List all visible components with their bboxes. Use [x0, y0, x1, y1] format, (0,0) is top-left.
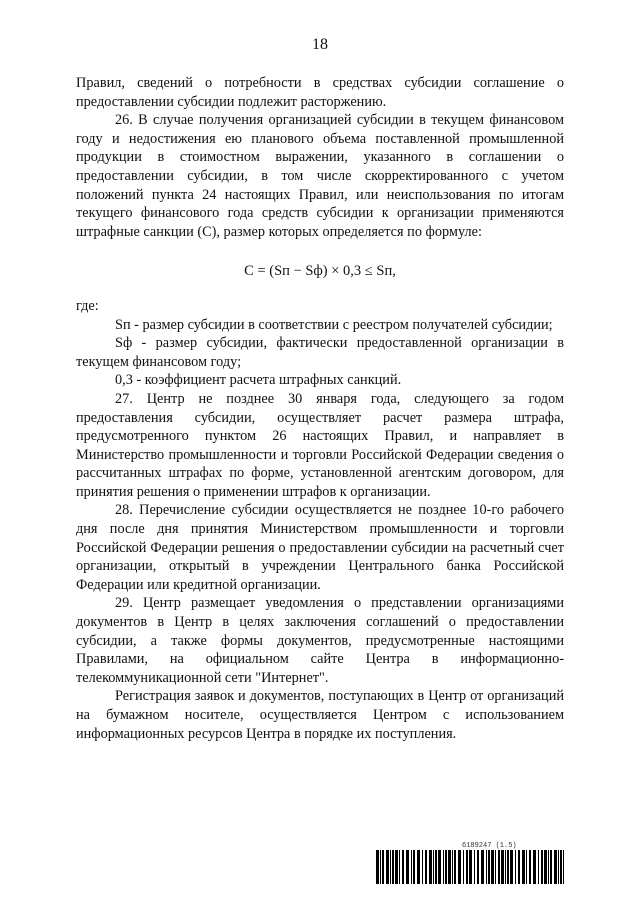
formula-term-coefficient: 0,3 - коэффициент расчета штрафных санкций. [115, 372, 402, 389]
paragraph-26: 26. В случае получения организацией субсидии в текущем финансовом году и недостижения ею планового объема поставленной промышленной продукции в стоимостном выражении, указанного в соглашении о предоставлении субсидии, в том числе скорректированного с учетом положений пункта 24 настоящих Правил, или неиспользования по итогам текущего финансового года средств субсидии к организации применяются штрафные санкции (С), размер которых определяется по формуле: [76, 112, 564, 240]
paragraph-27: 27. Центр не позднее 30 января года, следующего за годом предоставления субсидии, осуществляет расчет размера штрафа, предусмотренного пунктом 26 настоящих Правил, и направляет в Министерство промышленности и торговли Российской Федерации сведения о рассчитанных штрафах по форме, установленной агентским договором, для принятия решения о применении штрафов к организации. [76, 390, 564, 500]
document-code: 6189247 (1.5) [462, 842, 517, 850]
paragraph-29: 29. Центр размещает уведомления о представлении организациями документов в Центр в целях заключения соглашений о предоставлении субсидии, а также формы документов, предусмотренные настоящими Правилами, на официальном сайте Центра в информационно-телекоммуникационной сети "Интернет". [76, 595, 564, 686]
page-number: 18 [312, 36, 328, 53]
formula-where: где: [76, 297, 99, 314]
barcode-image [376, 850, 564, 884]
paragraph-28: 28. Перечисление субсидии осуществляется не позднее 10-го рабочего дня после дня принятия Министерством промышленности и торговли Российской Федерации решения о предоставлении субсидии на расчетный счет организации, открытый в учреждении Центрального банка Российской Федерации или кредитной организации. [76, 502, 564, 593]
paragraph-intro: Правил, сведений о потребности в средствах субсидии соглашение о предоставлении субсидии подлежит расторжению. [76, 75, 564, 110]
penalty-formula: C = (Sп − Sф) × 0,3 ≤ Sп, [244, 263, 396, 280]
document-body [76, 74, 564, 743]
formula-term-sp: Sп - размер субсидии в соответствии с реестром получателей субсидии; [115, 316, 553, 333]
formula-term-sf: Sф - размер субсидии, фактически предоставленной организации в текущем финансовом году; [76, 335, 564, 370]
paragraph-registration: Регистрация заявок и документов, поступающих в Центр от организаций на бумажном носителе, осуществляется Центром с использованием информационных ресурсов Центра в порядке их поступления. [76, 688, 564, 742]
